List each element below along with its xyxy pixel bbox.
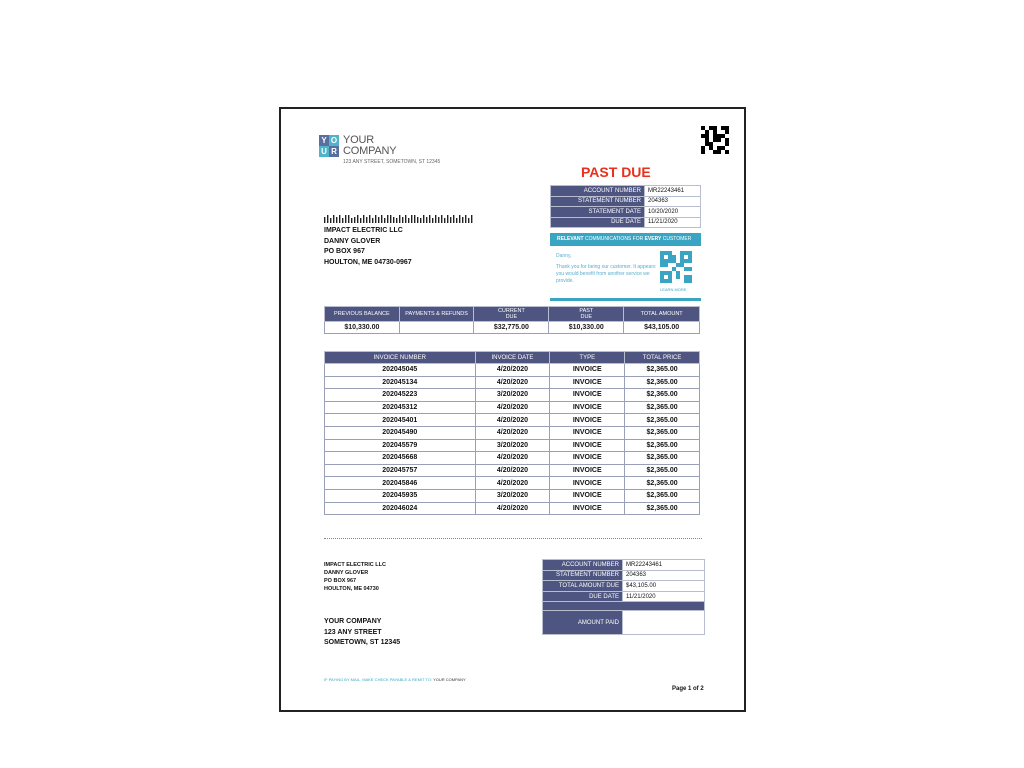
table-cell: INVOICE <box>550 414 625 427</box>
table-row <box>325 322 700 334</box>
column-header: TOTAL AMOUNT <box>624 307 700 322</box>
promo-head-text: EVERY <box>644 236 662 242</box>
table-row <box>325 439 700 452</box>
table-header-row <box>325 307 700 322</box>
stub-label: STATEMENT NUMBER <box>543 570 623 581</box>
table-cell: $10,330.00 <box>549 322 624 334</box>
column-header: CURRENT DUE <box>474 307 549 322</box>
table-cell: 202045935 <box>325 489 476 502</box>
table-cell: INVOICE <box>550 452 625 465</box>
table-cell: $2,365.00 <box>625 389 700 402</box>
promo-head-text: COMMUNICATIONS FOR <box>583 236 645 242</box>
logo-letter: U <box>319 146 329 157</box>
table-row <box>551 186 701 197</box>
address-line: IMPACT ELECTRIC LLC <box>324 562 386 568</box>
table-row <box>543 581 705 592</box>
table-cell: 202045045 <box>325 364 476 377</box>
table-cell: 4/20/2020 <box>475 477 550 490</box>
table-cell: $2,365.00 <box>625 464 700 477</box>
column-header: INVOICE NUMBER <box>325 352 476 364</box>
column-header: PREVIOUS BALANCE <box>325 307 400 322</box>
stub-value: 204363 <box>623 570 705 581</box>
logo-letter: O <box>330 136 338 145</box>
table-row <box>543 611 705 635</box>
address-line: SOMETOWN, ST 12345 <box>324 639 401 646</box>
table-row <box>325 489 700 502</box>
table-cell: 4/20/2020 <box>475 502 550 515</box>
table-cell: 4/20/2020 <box>475 464 550 477</box>
table-cell: 4/20/2020 <box>475 414 550 427</box>
table-row <box>543 591 705 602</box>
table-cell: 4/20/2020 <box>475 376 550 389</box>
info-label: ACCOUNT NUMBER <box>551 186 645 197</box>
remit-from-address <box>324 561 386 593</box>
stub-label: DUE DATE <box>543 591 623 602</box>
barcode-icon <box>324 215 474 223</box>
remit-instructions <box>324 677 466 682</box>
promo-header <box>550 233 701 246</box>
column-header: TYPE <box>550 352 625 364</box>
amount-paid-field[interactable] <box>623 611 705 635</box>
statement-info-table <box>550 185 701 228</box>
table-cell: 3/20/2020 <box>475 489 550 502</box>
table-cell: $32,775.00 <box>474 322 549 334</box>
company-name-line: COMPANY <box>343 145 397 157</box>
invoice-table <box>324 351 700 515</box>
table-cell: 202045846 <box>325 477 476 490</box>
table-row <box>325 502 700 515</box>
address-line: IMPACT ELECTRIC LLC <box>324 227 403 234</box>
info-value: MR22243461 <box>645 186 701 197</box>
remit-to-address <box>324 617 400 649</box>
table-cell: 4/20/2020 <box>475 401 550 414</box>
statement-page <box>279 107 746 712</box>
qr-code-icon <box>701 126 729 154</box>
column-header: INVOICE DATE <box>475 352 550 364</box>
table-cell: INVOICE <box>550 389 625 402</box>
promo-box <box>550 233 701 301</box>
table-row <box>551 217 701 228</box>
table-row <box>325 389 700 402</box>
table-row <box>551 196 701 207</box>
company-name-line: YOUR <box>343 134 374 146</box>
table-cell: 4/20/2020 <box>475 364 550 377</box>
recipient-address <box>324 226 412 268</box>
table-cell: 202045312 <box>325 401 476 414</box>
company-address: 123 ANY STREET, SOMETOWN, ST 12345 <box>343 159 441 165</box>
logo-mark <box>319 135 339 157</box>
stub-value: 11/21/2020 <box>623 591 705 602</box>
invoice-rows <box>325 364 700 515</box>
table-cell: $2,365.00 <box>625 414 700 427</box>
stub-label: TOTAL AMOUNT DUE <box>543 581 623 592</box>
table-cell: 4/20/2020 <box>475 426 550 439</box>
table-row <box>543 560 705 571</box>
address-line: DANNY GLOVER <box>324 570 369 576</box>
table-cell: INVOICE <box>550 464 625 477</box>
table-header-row <box>325 352 700 364</box>
address-line: DANNY GLOVER <box>324 237 381 245</box>
promo-greeting: Danny, <box>556 253 572 259</box>
table-cell: $2,365.00 <box>625 489 700 502</box>
stub-value: $43,105.00 <box>623 581 705 592</box>
table-cell: 3/20/2020 <box>475 439 550 452</box>
table-cell: 202046024 <box>325 502 476 515</box>
logo-letter: Y <box>319 135 329 146</box>
table-cell: INVOICE <box>550 489 625 502</box>
table-cell: 202045490 <box>325 426 476 439</box>
promo-head-text: RELEVANT <box>557 236 584 242</box>
info-label: STATEMENT NUMBER <box>551 196 645 207</box>
info-value: 10/20/2020 <box>645 207 701 218</box>
column-header: PAST DUE <box>549 307 624 322</box>
info-label: STATEMENT DATE <box>551 207 645 218</box>
table-cell: 202045223 <box>325 389 476 402</box>
company-name <box>343 135 396 157</box>
amount-paid-label: AMOUNT PAID <box>543 611 623 635</box>
table-cell: 202045757 <box>325 464 476 477</box>
table-cell: 3/20/2020 <box>475 389 550 402</box>
table-row <box>325 426 700 439</box>
footnote-company: YOUR COMPANY <box>433 677 466 682</box>
table-cell: INVOICE <box>550 426 625 439</box>
address-line: HOULTON, ME 04730-0967 <box>324 258 412 266</box>
table-cell: 202045668 <box>325 452 476 465</box>
stub-value: MR22243461 <box>623 560 705 571</box>
info-value: 204363 <box>645 196 701 207</box>
table-row <box>325 477 700 490</box>
info-value: 11/21/2020 <box>645 217 701 228</box>
table-cell: $2,365.00 <box>625 426 700 439</box>
table-row <box>325 414 700 427</box>
table-cell: 4/20/2020 <box>475 452 550 465</box>
table-cell: $2,365.00 <box>625 439 700 452</box>
table-row <box>551 207 701 218</box>
payment-stub-table <box>542 559 705 635</box>
learn-more-link[interactable]: LEARN MORE <box>660 287 687 292</box>
balance-summary-table <box>324 306 700 334</box>
promo-message <box>556 253 656 285</box>
table-cell: 202045134 <box>325 376 476 389</box>
table-cell: 202045401 <box>325 414 476 427</box>
tear-line <box>324 538 702 539</box>
table-cell: INVOICE <box>550 477 625 490</box>
table-cell: INVOICE <box>550 439 625 452</box>
table-cell: $2,365.00 <box>625 477 700 490</box>
promo-head-text: CUSTOMER <box>661 236 692 242</box>
column-header: TOTAL PRICE <box>625 352 700 364</box>
table-cell: $2,365.00 <box>625 364 700 377</box>
table-row <box>325 364 700 377</box>
footnote-text: IF PAYING BY MAIL, MAKE CHECK PAYABLE & REMIT TO: <box>324 677 434 682</box>
company-logo <box>319 135 469 169</box>
table-cell: 202045579 <box>325 439 476 452</box>
table-cell: $2,365.00 <box>625 452 700 465</box>
table-row <box>325 464 700 477</box>
past-due-label: PAST DUE <box>581 164 651 180</box>
table-cell: $2,365.00 <box>625 502 700 515</box>
table-cell: $10,330.00 <box>325 322 400 334</box>
table-row <box>543 570 705 581</box>
table-cell: INVOICE <box>550 376 625 389</box>
table-row <box>325 452 700 465</box>
table-row <box>325 401 700 414</box>
stub-label: ACCOUNT NUMBER <box>543 560 623 571</box>
page-number: Page 1 of 2 <box>672 686 704 692</box>
address-line: PO BOX 967 <box>324 578 357 584</box>
address-line: 123 ANY STREET <box>324 628 382 636</box>
table-row <box>325 376 700 389</box>
table-cell: $2,365.00 <box>625 376 700 389</box>
info-label: DUE DATE <box>551 217 645 228</box>
address-line: YOUR COMPANY <box>324 618 382 625</box>
table-cell <box>399 322 474 334</box>
address-line: PO BOX 967 <box>324 248 365 255</box>
logo-letter: R <box>329 146 339 157</box>
table-cell: INVOICE <box>550 502 625 515</box>
table-row <box>543 602 705 611</box>
table-cell: INVOICE <box>550 401 625 414</box>
qr-code-icon[interactable] <box>660 251 692 283</box>
table-cell: INVOICE <box>550 364 625 377</box>
table-cell: $2,365.00 <box>625 401 700 414</box>
table-cell: $43,105.00 <box>624 322 700 334</box>
stub-spacer <box>543 602 705 611</box>
address-line: HOULTON, ME 04730 <box>324 586 379 592</box>
promo-body: Thank you for being our customer. It appears you would benefit from another service we provide. <box>556 264 656 284</box>
column-header: PAYMENTS & REFUNDS <box>399 307 474 322</box>
